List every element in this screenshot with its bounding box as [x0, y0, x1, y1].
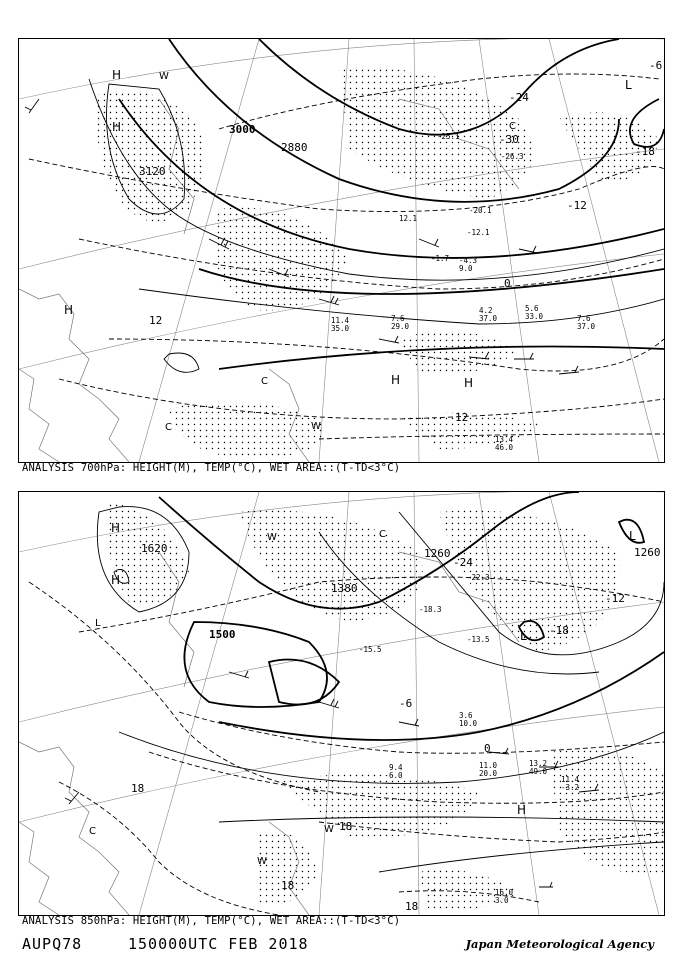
high-center-marker: H: [391, 373, 401, 387]
station-value: -4.3: [459, 256, 478, 265]
wet-areas: [97, 68, 660, 459]
warm-center-marker: W: [267, 532, 277, 543]
station-value: 12.1: [399, 214, 418, 223]
height-label: 1260: [424, 547, 451, 560]
cold-center-marker: C: [509, 121, 516, 132]
station-value: 7.6: [391, 314, 405, 323]
station-value: 33.0: [525, 312, 544, 321]
station-value: 20.0: [479, 769, 498, 778]
station-value: -22.3: [467, 573, 490, 582]
warm-center-marker: W: [159, 71, 169, 82]
station-value: -25.1: [437, 132, 460, 141]
temp-label: -18: [549, 624, 569, 637]
cold-center-marker: C: [89, 826, 96, 837]
station-value: 13.2: [529, 759, 548, 768]
chart-footer: [22, 935, 658, 955]
high-center-marker: H: [517, 803, 527, 817]
high-center-marker: H: [464, 376, 474, 390]
map-panel-850hpa: [18, 491, 665, 916]
height-label: 2880: [281, 141, 308, 154]
chart-caption-700hpa: ANALYSIS 700hPa: HEIGHT(M), TEMP(°C), WET AREA::(T-TD<3°C): [22, 462, 401, 474]
low-center-marker: L: [520, 629, 527, 643]
valid-time: 150000UTC FEB 2018: [128, 935, 309, 953]
temp-label: 0: [504, 277, 511, 290]
agency-name: Japan Meteorological Agency: [465, 937, 654, 951]
station-value: 10.0: [459, 719, 478, 728]
wet-areas: [107, 502, 665, 912]
height-label: 3000: [229, 123, 256, 136]
temp-label: 0: [484, 742, 491, 755]
station-value: 9.0: [459, 264, 473, 273]
high-center-marker: H: [111, 521, 121, 535]
temp-label: -18: [635, 145, 655, 158]
temp-label: -12: [605, 592, 625, 605]
temp-label: -12: [567, 199, 587, 212]
low-center-marker: L: [95, 618, 101, 629]
station-value: 7.6: [577, 314, 591, 323]
station-value: 35.0: [331, 324, 350, 333]
map-700hpa-chart: [19, 39, 664, 462]
station-value: 4.2: [479, 306, 493, 315]
station-value: 9.4: [389, 763, 403, 772]
temp-label: -30: [499, 133, 519, 146]
station-value: -3.2: [561, 783, 580, 792]
low-center-marker: L: [629, 529, 636, 543]
station-value: -26.3: [501, 152, 524, 161]
low-center-marker: L: [625, 78, 632, 92]
product-code: AUPQ78: [22, 935, 83, 953]
cold-center-marker: C: [379, 529, 386, 540]
warm-center-marker: W: [311, 421, 321, 432]
temp-label: -6: [649, 59, 663, 72]
high-center-marker: H: [64, 303, 74, 317]
station-value: 37.0: [479, 314, 498, 323]
map-850hpa-chart: [19, 492, 664, 915]
warm-center-marker: W: [257, 856, 267, 867]
station-value: -20.1: [469, 206, 492, 215]
station-value: -1.7: [431, 254, 450, 263]
station-value: 6.0: [389, 771, 403, 780]
height-label: 1260: [634, 546, 661, 559]
height-label: 3120: [139, 165, 166, 178]
temp-label: -24: [509, 91, 529, 104]
height-label: 1620: [141, 542, 168, 555]
temp-label: 18: [281, 879, 295, 892]
station-value: 49.0: [529, 767, 548, 776]
height-label: 1500: [209, 628, 236, 641]
temp-label: 12: [455, 411, 469, 424]
station-value: 16.0: [495, 888, 514, 897]
chart-caption-850hpa: ANALYSIS 850hPa: HEIGHT(M), TEMP(°C), WET AREA::(T-TD<3°C): [22, 915, 401, 927]
high-center-marker: H: [112, 68, 122, 82]
warm-center-marker: W: [324, 824, 334, 835]
temp-label: -24: [453, 556, 473, 569]
station-value: 37.0: [577, 322, 596, 331]
station-value: 11.4: [331, 316, 350, 325]
temp-label: 18: [405, 900, 419, 913]
station-value: 11.0: [479, 761, 498, 770]
temp-label: 12: [149, 314, 163, 327]
temp-label: 18: [339, 820, 353, 833]
station-value: 5.6: [525, 304, 539, 313]
station-value: -18.3: [419, 605, 442, 614]
station-value: 11.4: [561, 775, 580, 784]
station-value: 3.0: [495, 896, 509, 905]
cold-center-marker: C: [261, 376, 268, 387]
station-value: -15.5: [359, 645, 382, 654]
station-value: 29.0: [391, 322, 410, 331]
station-value: 3.6: [459, 711, 473, 720]
temp-label: 18: [131, 782, 145, 795]
map-panel-700hpa: [18, 38, 665, 463]
station-value: -13.5: [467, 635, 490, 644]
height-label: 1380: [331, 582, 358, 595]
station-value: -12.1: [467, 228, 490, 237]
cold-center-marker: C: [165, 422, 172, 433]
high-center-marker: H: [111, 573, 121, 587]
station-value: 13.4: [495, 435, 514, 444]
station-value: 46.0: [495, 443, 514, 452]
high-center-marker: H: [112, 120, 122, 134]
temp-label: -6: [399, 697, 413, 710]
